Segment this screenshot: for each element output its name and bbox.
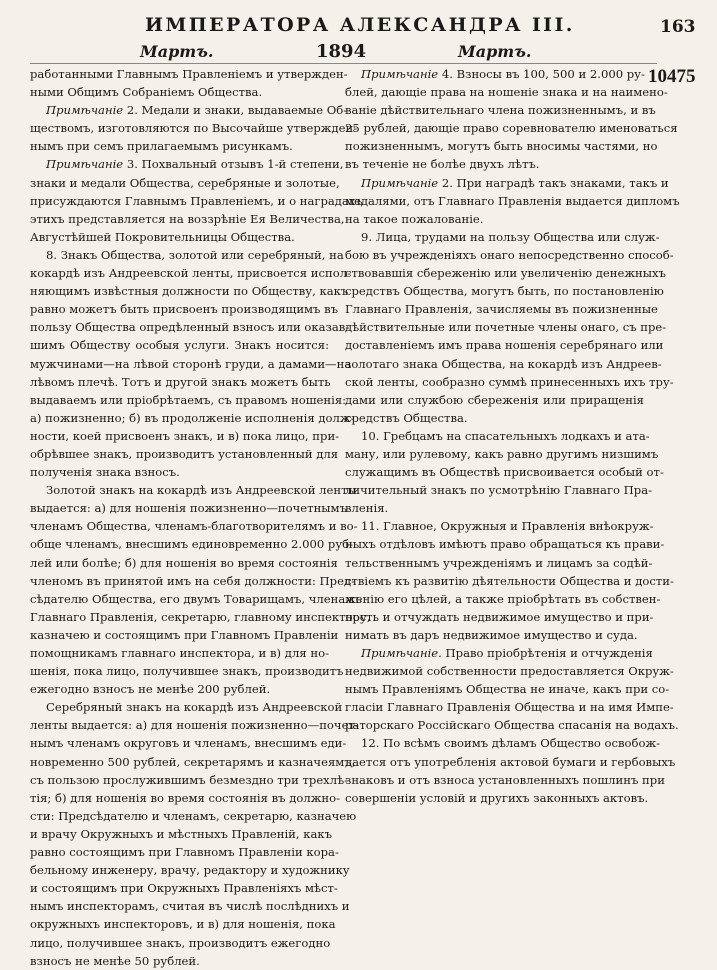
note-label: Примѣчаніе (361, 67, 439, 81)
line-text: 4. Взносы въ 100, 500 и 2.000 ру- (441, 67, 645, 81)
text-line: мужчинами—на лѣвой сторонѣ груди, а дамами—на (30, 356, 352, 371)
text-line: 8. Знакъ Общества, золотой или серебряный, на (46, 247, 344, 262)
text-line: 11. Главное, Окружныя и Правленія внѣокруж- (361, 519, 654, 534)
text-line: нымъ инспекторамъ, считая въ числѣ послѣднихъ и (30, 899, 350, 914)
text-line: въ теченіе не болѣе двухъ лѣтъ. (345, 157, 540, 172)
text-line: Серебряный знакъ на кокардѣ изъ Андреевской (46, 700, 343, 715)
text-line: ществомъ, изготовляются по Высочайше утвержден- (30, 121, 358, 136)
text-line (345, 65, 644, 83)
text-line: ману, или рулевому, какъ равно другимъ низшимъ (345, 446, 659, 461)
text-line: ными Общимъ Собраніемъ Общества. (30, 85, 263, 100)
text-line: 10. Гребцамъ на спасательныхъ лодкахъ и ата- (361, 428, 650, 443)
text-line: шенія, пока лицо, получившее знакъ, производитъ (30, 664, 344, 679)
text-line: ствовавшія сбереженію или увеличенію денежныхъ (345, 266, 666, 281)
year: 1894 (316, 41, 367, 62)
text-line: равно можетъ быть присвоенъ производящимъ въ (30, 302, 339, 317)
month-left: Мартъ. (140, 42, 214, 61)
text-line: Главнаго Правленія, секретарю, главному инспектору, (30, 609, 371, 624)
text-line: лей или болѣе; б) для ношенія во время состоянія (30, 555, 338, 570)
text-line: дается отъ употребленія актовой бумаги и гербовыхъ (345, 754, 676, 769)
text-line: пожизненнымъ, могутъ быть вносимы частями, но (345, 139, 658, 154)
text-line: сти: Предсѣдателю и членамъ, секретарю, казначею (30, 808, 357, 823)
text-line: дами или службою сбереженія или приращенія (345, 392, 644, 407)
text-line (30, 155, 344, 173)
text-line: выдаваемъ или пріобрѣтаемъ, съ правомъ ношенія: (30, 392, 347, 407)
text-line: казначею и состоящимъ при Главномъ Правленіи (30, 627, 339, 642)
text-line: и врачу Окружныхъ и мѣстныхъ Правленій, какъ (30, 826, 333, 841)
text-line: знаки и медали Общества, серебряные и золотые, (30, 175, 340, 190)
text-line: недвижимой собственности предоставляется Окруж- (345, 664, 674, 679)
note-label: Примѣчаніе (46, 157, 124, 172)
text-line: личительный знакъ по усмотрѣнію Главнаго Пра- (345, 483, 653, 498)
text-line: этихъ представляется на воззрѣніе Ея Величества, (30, 211, 345, 226)
text-line: средствъ Общества, могутъ быть, по постановленію (345, 284, 664, 299)
text-line: лѣвомъ плечѣ. Тотъ и другой знакъ можетъ быть (30, 374, 331, 389)
text-line: нымъ при семъ прилагаемымъ рисункамъ. (30, 139, 293, 154)
text-line: обще членамъ, внесшимъ единовременно 2.000 руб- (30, 537, 354, 552)
line-text: 2. При наградѣ такъ знаками, такъ и (441, 175, 669, 190)
text-line (345, 174, 669, 192)
note-label: Примѣчаніе (361, 175, 439, 190)
line-text: 3. Похвальный отзывъ 1-й степени, (126, 157, 344, 172)
text-line: 12. По всѣмъ своимъ дѣламъ Общество освобож- (361, 736, 661, 751)
page-number: 163 (660, 17, 696, 37)
text-line: блей, дающіе права на ношеніе знака и на наимено- (345, 85, 668, 100)
text-line: средствъ Общества. (345, 410, 468, 425)
text-line: няющимъ извѣстныя должности по Обществу, какъ (30, 284, 349, 299)
text-line: членамъ Общества, членамъ-благотворителямъ и во- (30, 519, 358, 534)
text-line: раторскаго Россійскаго Общества спасанія на водахъ. (345, 718, 679, 733)
month-right: Мартъ. (458, 42, 532, 61)
text-line: тельственнымъ учрежденіямъ и лицамъ за содѣй- (345, 555, 653, 570)
document-number: 10475 (648, 66, 696, 87)
text-line: ныхъ отдѣловъ имѣютъ право обращаться къ прави- (345, 537, 665, 552)
line-text: Право пріобрѣтенія и отчужденія (445, 646, 653, 660)
note-label: Примѣчаніе. (361, 646, 442, 660)
text-line: женію его цѣлей, а также пріобрѣтать въ собствен- (345, 591, 661, 606)
text-line: совершеніи условій и другихъ законныхъ актовъ. (345, 790, 649, 805)
text-line: ежегодно взносъ не менѣе 200 рублей. (30, 682, 271, 697)
text-line: ность и отчуждать недвижимое имущество и при- (345, 609, 654, 624)
text-line: ствіемъ къ развитію дѣятельности Общества и дости- (345, 573, 674, 588)
text-line: кокардѣ изъ Андреевской ленты, присвоется испол- (30, 266, 352, 281)
text-line: новременно 500 рублей, секретарямъ и казначеямъ, (30, 754, 356, 769)
text-line: помощникамъ главнаго инспектора, и в) для но- (30, 646, 329, 660)
text-line: пользу Общества опредѣленный взносъ или оказав- (30, 320, 350, 335)
text-line: шимъ Обществу особыя услуги. Знакъ носится: (30, 338, 329, 353)
line-text: 2. Медали и знаки, выдаваемые Об- (126, 103, 348, 118)
text-line: выдается: а) для ношенія пожизненно—почетнымъ (30, 501, 347, 516)
text-line: ской ленты, сообразно суммѣ принесенныхъ ихъ тру- (345, 374, 674, 389)
text-line: Августѣйшей Покровительницы Общества. (30, 229, 295, 244)
header-divider (30, 63, 657, 64)
text-line: ленты выдается: а) для ношенія пожизненно—почет- (30, 718, 359, 733)
text-line: ности, коей присвоенъ знакъ, и в) пока лицо, при- (30, 428, 340, 443)
text-line: доставленіемъ имъ права ношенія серебрянаго или (345, 338, 664, 353)
text-column-left (30, 65, 371, 970)
text-line (345, 644, 653, 662)
text-line: и состоящимъ при Окружныхъ Правленіяхъ мѣст- (30, 881, 338, 896)
text-line: нымъ членамъ округовъ и членамъ, внесшимъ еди- (30, 736, 347, 751)
text-line: тія; б) для ношенія во время состоянія въ должно- (30, 790, 340, 805)
text-line: 9. Лица, трудами на пользу Общества или служ- (361, 229, 660, 244)
text-line: нимать въ даръ недвижимое имущество и суда. (345, 627, 638, 642)
text-line: знаковъ и отъ взноса установленныхъ пошлинъ при (345, 772, 665, 787)
text-line: окружныхъ инспекторовъ, и в) для ношенія, пока (30, 917, 336, 932)
text-line: взносъ не менѣе 50 рублей. (30, 953, 200, 968)
text-line: лицо, получившее знакъ, производитъ ежегодно (30, 935, 331, 950)
note-label: Примѣчаніе (46, 103, 124, 118)
text-line: бельному инженеру, врачу, редактору и художнику (30, 863, 350, 878)
text-line (30, 101, 348, 119)
text-line: ваніе дѣйствительнаго члена пожизненнымъ, и въ (345, 103, 656, 118)
text-line: полученія знака взносъ. (30, 465, 180, 480)
text-line: дѣйствительные или почетные члены онаго, съ пре- (345, 320, 667, 335)
text-line: обрѣвшее знакъ, производитъ установленный для (30, 446, 339, 461)
text-line: работанными Главнымъ Правленіемъ и утвержден- (30, 67, 348, 81)
text-line: нымъ Правленіямъ Общества не иначе, какъ при со- (345, 682, 670, 697)
text-line: сѣдателю Общества, его двумъ Товарищамъ, членамъ (30, 591, 362, 606)
text-line: гласіи Главнаго Правленія Общества и на имя Импе- (345, 700, 674, 715)
text-line: 25 рублей, дающіе право соревнователю именоваться (345, 121, 678, 136)
text-line: золотаго знака Общества, на кокардѣ изъ Андреев- (345, 356, 662, 371)
running-title: ИМПЕРАТОРА АЛЕКСАНДРА III. (145, 14, 575, 36)
text-line: присуждаются Главнымъ Правленіемъ, и о наградахъ (30, 193, 363, 208)
text-line: на такое пожалованіе. (345, 211, 484, 226)
text-line: бою въ учрежденіяхъ онаго непосредственно способ- (345, 247, 674, 262)
text-line: служащимъ въ Обществѣ присвоивается особый от- (345, 465, 664, 480)
text-line: медалями, отъ Главнаго Правленія выдается дипломъ (345, 193, 680, 208)
text-line: Золотой знакъ на кокардѣ изъ Андреевской ленты (46, 483, 357, 498)
text-line: а) пожизненно; б) въ продолженіе исполненія долж- (30, 410, 355, 425)
text-line: членомъ въ принятой имъ на себя должности: Пред- (30, 573, 355, 588)
text-line: вленія. (345, 501, 389, 516)
text-line: съ пользою прослужившимъ безмездно три трехлѣ- (30, 772, 348, 787)
text-line: равно состоящимъ при Главномъ Правленіи кора- (30, 845, 339, 860)
text-line: Главнаго Правленія, зачисляемы въ пожизненные (345, 302, 658, 317)
